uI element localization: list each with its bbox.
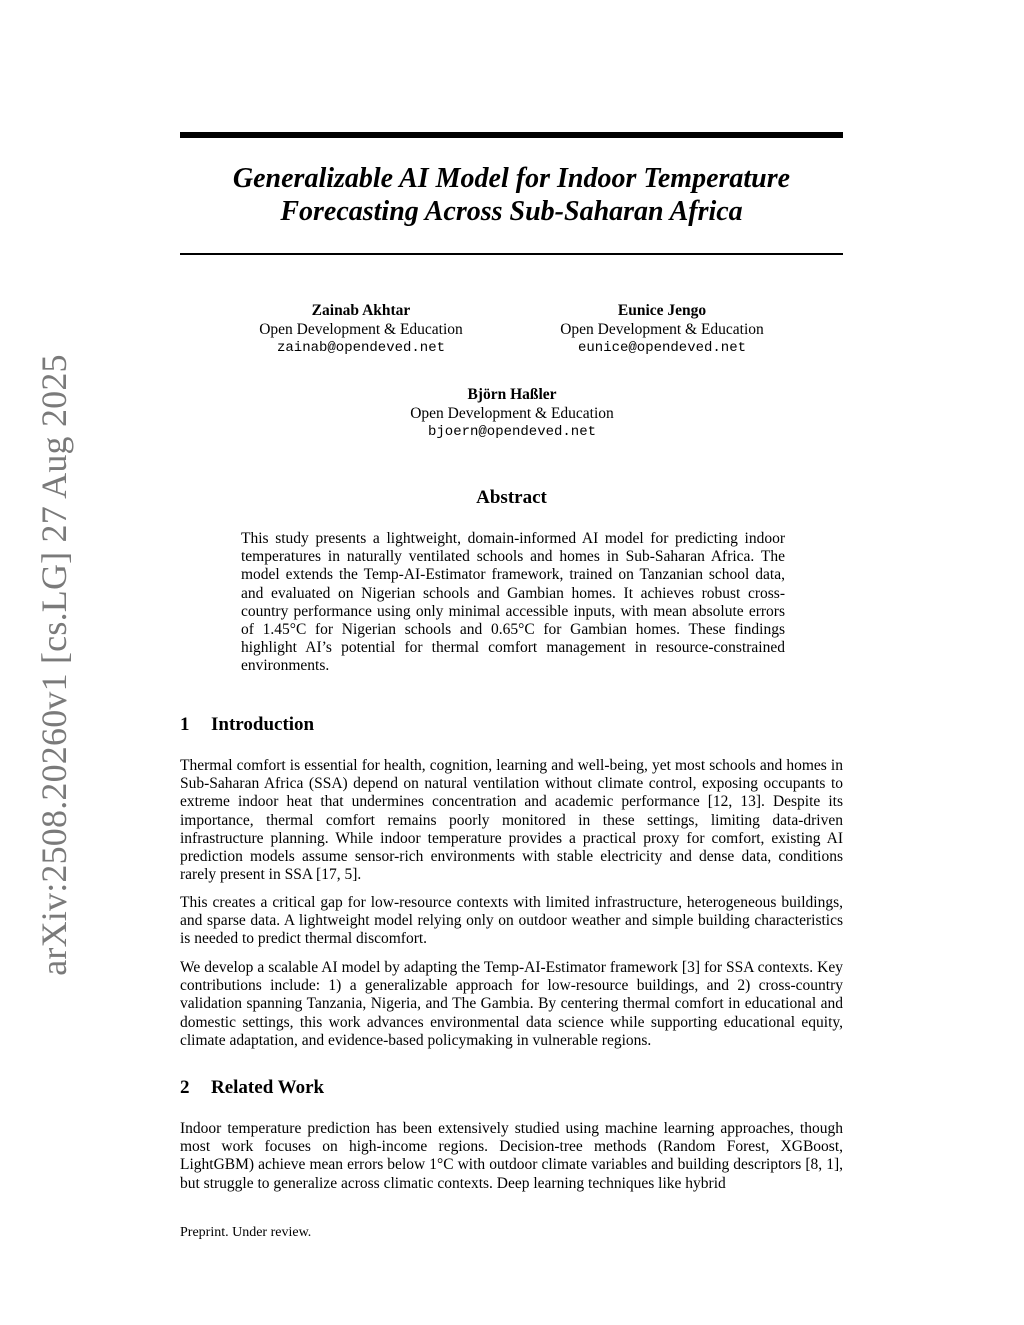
author-block: [362, 385, 662, 442]
title-bottom-rule: [180, 253, 843, 255]
arxiv-identifier-stamp: arXiv:2508.20260v1 [cs.LG] 27 Aug 2025: [34, 354, 74, 976]
author-email: zainab@opendeved.net: [276, 340, 446, 356]
author-email: bjoern@opendeved.net: [427, 424, 597, 440]
preprint-footer: Preprint. Under review.: [180, 1225, 312, 1240]
abstract-text: This study presents a lightweight, domain-informed AI model for predicting indoor temperatures in naturally ventilated schools and homes in Sub-Saharan Africa. The model extends the Temp-AI-Estimator framework, trained on Tanzanian school data, and evaluated on Nigerian schools and Gambian homes. It achieves robust cross-country performance using only minimal accessible inputs, with mean absolute errors of 1.45°C for Nigerian schools and 0.65°C for Gambian homes. These findings highlight AI’s potential for thermal comfort management in resource-constrained environments.: [241, 530, 785, 675]
paragraph: This creates a critical gap for low-resource contexts with limited infrastructure, heterogeneous buildings, and sparse data. A lightweight model relying only on outdoor weather and simple building characteristics is needed to predict thermal discomfort.: [180, 894, 843, 948]
section-title: Related Work: [211, 1077, 325, 1098]
section-number: 2: [180, 1077, 190, 1098]
paper-title: Generalizable AI Model for Indoor Temperature Forecasting Across Sub-Saharan Africa: [232, 163, 791, 227]
section-title: Introduction: [211, 714, 315, 735]
author-affiliation: Open Development & Education: [259, 321, 463, 338]
title-top-rule: [180, 132, 843, 138]
paragraph: Indoor temperature prediction has been extensively studied using machine learning approaches, though most work focuses on high-income regions. Decision-tree methods (Random Forest, XGBoost, LightGBM) achieve mean errors below 1°C with outdoor climate variables and building descriptors [8, 1], but struggle to generalize across climatic contexts. Deep learning techniques like hybrid: [180, 1120, 843, 1192]
author-name: Björn Haßler: [467, 386, 557, 403]
author-affiliation: Open Development & Education: [560, 321, 764, 338]
abstract-heading: Abstract: [476, 487, 547, 508]
paragraph: We develop a scalable AI model by adapting the Temp-AI-Estimator framework [3] for SSA contexts. Key contributions include: 1) a generalizable approach for low-resource buildings, and 2) cross-country validation spanning Tanzania, Nigeria, and The Gambia. By centering thermal comfort in educational and domestic settings, this work advances environmental data science while supporting educational equity, climate adaptation, and evidence-based policymaking in vulnerable regions.: [180, 959, 843, 1049]
author-name: Eunice Jengo: [617, 302, 707, 319]
author-block: [512, 301, 812, 358]
author-name: Zainab Akhtar: [311, 302, 411, 319]
author-email: eunice@opendeved.net: [577, 340, 747, 356]
section-number: 1: [180, 714, 190, 735]
author-block: [211, 301, 511, 358]
section-heading-related-work: [180, 1077, 324, 1099]
paragraph: Thermal comfort is essential for health, cognition, learning and well-being, yet most schools and homes in Sub-Saharan Africa (SSA) depend on natural ventilation without climate control, exposing occupants to extreme indoor heat that undermines concentration and academic performance [12, 13]. Despite its importance, thermal comfort remains poorly monitored in these settings, limiting data-driven infrastructure planning. While indoor temperature provides a practical proxy for comfort, existing AI prediction models assume sensor-rich environments with stable electricity and dense data, conditions rarely present in SSA [17, 5].: [180, 757, 843, 884]
section-heading-introduction: [180, 714, 314, 736]
author-affiliation: Open Development & Education: [410, 405, 614, 422]
